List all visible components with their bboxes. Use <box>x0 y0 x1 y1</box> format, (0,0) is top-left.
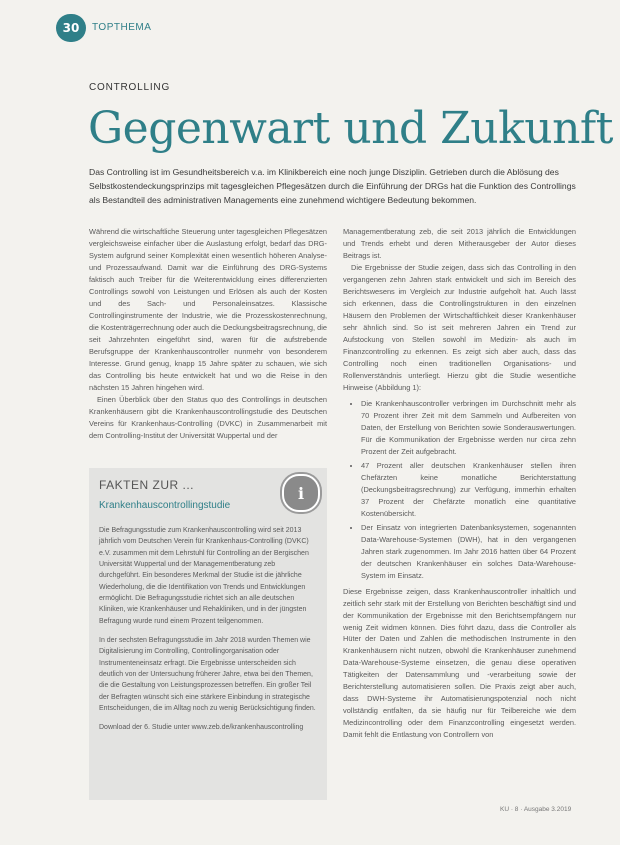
paragraph: Download der 6. Studie unter www.zeb.de/krankenhauscontrolling <box>99 724 304 732</box>
left-column <box>89 226 327 442</box>
paragraph: Die Ergebnisse der Studie zeigen, dass sich das Controlling in den vergangenen zehn Jahren stark entwickelt und sich im Bereich des Berichtswesens im Vergleich zur Industrie aufgeholt hat. Auch lässt sich erkennen, dass die Controllingstrukturen in den einzelnen Häusern den Problemen der Wirtschaftlichkeit dieser Krankenhäuser sehr ähnlich sind. So ist seit mehreren Jahren ein Trend zur Aufstockung von Stellen sowohl im Medizin- als auch im Finanzcontrolling zu erkennen. Es zeigt sich aber auch, dass das Controlling noch einen traditionellen Organisations- und Rollenverständnis unterliegt. Hierzu gibt die Studie wesentliche Hinweise (Abbildung 1): <box>343 262 576 392</box>
paragraph: Managementberatung zeb, die seit 2013 jährlich die Entwicklungen und Trends erhebt und deren Mitherausgeber der Autor dieses Beitrags ist. <box>343 227 576 260</box>
paragraph: Einen Überblick über den Status quo des Controllings in deutschen Krankenhäusern gibt die Krankenhauscontrollingstudie des Deutschen Vereins für Krankenhaus-Controlling (DVKC) in Zusammenarbeit mit dem Controlling-Institut der Universität Wuppertal und der <box>89 394 327 440</box>
article-lead: Das Controlling ist im Gesundheitsbereich v.a. im Klinikbereich eine noch junge Disziplin. Getrieben durch die Ablösung des Selbstkostendeckungsprinzips mit tagesgleichen Pflegesätzen durch die Einführung der DRGs hat die Funktion des Controllings als Bestandteil des administrativen Managements eine zunehmend wichtigere Bedeutung bekommen. <box>89 167 576 205</box>
article-title: Gegenwart und Zukunft <box>88 103 613 154</box>
page-footer: KU · 8 · Ausgabe 3.2019 <box>500 806 572 813</box>
facts-subheading: Krankenhauscontrollingstudie <box>99 500 231 511</box>
page-number-badge: 30 <box>56 14 86 42</box>
article-kicker: CONTROLLING <box>89 82 171 93</box>
paragraph: Während die wirtschaftliche Steuerung unter tagesgleichen Pflegesätzen vergleichsweise einfacher über die Auslastung erfolgt, bedarf das DRG-System aufgrund seiner Komplexität einen wesentlich höheren Analyse- und Prozessaufwand. Damit war die Einführung des DRG-Systems faktisch auch Treiber für die Weiterentwicklung eines differenzierten Controllings sowohl von Leistungen und Erlösen als auch der Kosten und des Sach- und Personaleinsatzes. Klassische Controllinginstrumente der Industrie, wie die Prozesskostenrechnung, die Kostenträgerrechnung oder auch die Deckungsbeitragsrechnung, die seit Jahrzehnten eingeführt sind, waren für die aufstrebende Berufsgruppe der Krankenhauscontroller nunmehr von besonderem Interesse. Grund genug, knapp 15 Jahre später zu schauen, wie sich das Controlling bis heute entwickelt hat und wo die Reise in den nächsten 15 Jahren hingehen wird. <box>89 227 327 392</box>
right-column <box>343 226 576 741</box>
section-label: TOPTHEMA <box>92 22 152 33</box>
paragraph: In der sechsten Befragungsstudie im Jahr 2018 wurden Themen wie Digitalisierung im Controlling, Controllingorganisation oder Instrumenteneinsatz erfragt. Die Ergebnisse unterscheiden sich deutlich von der Untersuchung früherer Jahre, etwa bei den Themen, die die Gestaltung von Leistungsprozessen betreffen. Ein großer Teil der Befragten wünscht sich eine stärkere Einbindung in strategische Entscheidungen, die im Alltag noch zu wenig Berücksichtigung finden. <box>99 636 316 712</box>
facts-box <box>89 468 327 800</box>
paragraph: Die Befragungsstudie zum Krankenhauscontrolling wird seit 2013 jährlich vom Deutschen Verein für Krankenhaus-Controlling (DVKC) e.V. zusammen mit dem Lehrstuhl für Controlling an der Bergischen Universität Wuppertal und der Managementberatung zeb durchgeführt. Ein besonderes Merkmal der Studie ist die jährliche Wiederholung, die die Identifikation von Trends und Entwicklungen ermöglicht. Die Befragungsstudie richtet sich an alle deutschen Kliniken, wie Krankenhäuser und Rehakliniken, und in der jüngsten Befragung wurde rund einem Prozent teilgenommen. <box>99 527 309 625</box>
info-icon: i <box>282 474 320 512</box>
paragraph: Diese Ergebnisse zeigen, dass Krankenhauscontroller inhaltlich und zeitlich sehr stark mit der Erstellung von Berichten beschäftigt sind und der Kommunikation der Ergebnisse mit den Berichtsempfängern nur wenig Zeit widmen können. Dies führt dazu, dass die Controller als Hüter der Daten und Zahlen die methodischen Instrumente in den Krankenhäusern nicht nutzen, obwohl die Krankenhäuser zunehmend Data-Warehouse-Systeme einsetzen, die genau diese operativen Tätigkeiten der Datensammlung und -verarbeitung sowie der Berichterstellung automatisieren sollen. Die Praxis zeigt aber auch, dass DWH-Systeme ihr Automatisierungspotenzial noch nicht vollständig entfalten, da sie häufig nur für Teilbereiche wie dem Medizincontrolling oder dem Finanzcontrolling eingesetzt werden. Damit fehlt die Entlastung von Controllern von <box>343 586 576 740</box>
facts-body <box>89 511 327 734</box>
bullet-list <box>343 398 576 582</box>
list-item: • Die Krankenhauscontroller verbringen im Durchschnitt mehr als 70 Prozent ihrer Zeit mit dem Sammeln und Aufbereiten von Daten, der Erstellung von Berichten sowie Sonderauswertungen. Für die Kommunikation der Ergebnisse werden nur circa zehn Prozent der Zeit aufgebracht. <box>361 398 576 458</box>
facts-heading: FAKTEN ZUR ... <box>99 478 195 492</box>
list-item: • Der Einsatz von integrierten Datenbanksystemen, sogenannten Data-Warehouse-Systemen (DWH), hat in den vergangenen Jahren stark zugenommen. Im Jahr 2016 hatten über 64 Prozent der deutschen Krankenhäuser ein solches Data-Warehouse-System im Einsatz. <box>361 522 576 582</box>
list-item: • 47 Prozent aller deutschen Krankenhäuser stellen ihren Chefärzten keine monatliche Berichterstattung (Deckungsbeitragsrechnung) zur Verfügung, immerhin erhalten 37 Prozent der Chefärzte monatlich eine quantitative Kostenübersicht. <box>361 460 576 520</box>
